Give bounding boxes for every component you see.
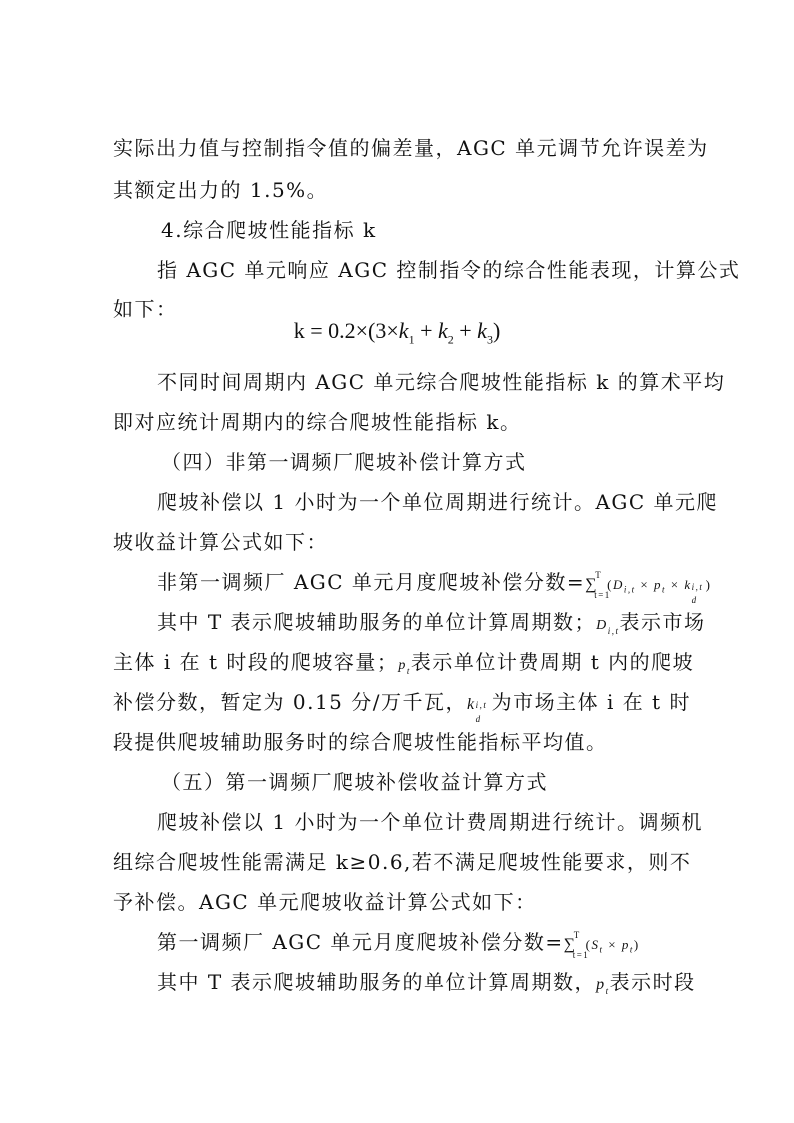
- formula-var: p: [596, 976, 606, 993]
- formula-var: D: [596, 618, 608, 633]
- formula-sub: d: [475, 714, 482, 724]
- formula-sub: t: [605, 986, 610, 996]
- paragraph-line: [113, 686, 693, 724]
- formula-var: k: [684, 577, 692, 592]
- text-span: 为市场主体 i 在 t 时: [491, 690, 691, 714]
- formula-line: [157, 566, 737, 606]
- formula-scripts: [475, 699, 492, 724]
- paragraph-line: [113, 646, 693, 687]
- formula-body: [607, 577, 712, 605]
- formula-sup: i,t: [475, 700, 488, 710]
- formula-var: k: [398, 318, 409, 343]
- text-span: 其中 T 表示爬坡辅助服务的单位计算周期数，: [157, 970, 597, 994]
- formula-sup: i,t: [691, 582, 704, 592]
- paragraph-line: 如下：: [113, 297, 178, 321]
- section-heading: （四）非第一调频厂爬坡补偿计算方式: [161, 450, 527, 474]
- formula-sub: d: [691, 595, 698, 605]
- formula-text: ): [633, 937, 640, 952]
- text-span: 表示单位计费周期 t 内的爬坡: [410, 650, 695, 674]
- formula-scripts: [691, 579, 706, 605]
- formula-var: k: [466, 696, 476, 713]
- formula-sub: i,t: [623, 584, 636, 595]
- sum-symbol: ∑ T t=1: [585, 569, 598, 601]
- text-span: 表示时段: [609, 970, 696, 994]
- k-formula: [0, 314, 794, 356]
- formula-line: [157, 926, 737, 966]
- sum-lower: t=1: [572, 950, 590, 960]
- formula-text: ): [705, 577, 712, 592]
- paragraph-line: [157, 606, 737, 647]
- paragraph-line: 不同时间周期内 AGC 单元综合爬坡性能指标 k 的算术平均: [157, 370, 726, 394]
- formula-sub: t: [661, 584, 666, 595]
- formula-sub: t: [406, 666, 411, 676]
- formula-label: 第一调频厂 AGC 单元月度爬坡补偿分数=: [157, 930, 564, 954]
- paragraph-line: 予补偿。AGC 单元爬坡收益计算公式如下：: [113, 890, 537, 914]
- formula-var: p: [398, 658, 407, 673]
- formula-text: ): [492, 318, 501, 343]
- paragraph-line: 组综合爬坡性能需满足 k≥0.6,若不满足爬坡性能要求，则不: [113, 850, 692, 874]
- text-span: 补偿分数，暂定为 0.15 分/万千瓦，: [113, 690, 467, 714]
- formula-var: S: [591, 937, 600, 952]
- formula-var: p: [653, 577, 662, 592]
- paragraph-line: 坡收益计算公式如下：: [113, 530, 328, 554]
- paragraph-line: 段提供爬坡辅助服务时的综合爬坡性能指标平均值。: [113, 730, 608, 754]
- formula-text: = 0.2×(3×: [304, 318, 399, 343]
- formula-sub: 2: [447, 332, 454, 347]
- sum-lower: t=1: [594, 590, 611, 600]
- formula-label: 非第一调频厂 AGC 单元月度爬坡补偿分数=: [157, 570, 586, 594]
- formula-text: (: [607, 577, 613, 592]
- formula-sub: i,t: [607, 626, 620, 636]
- section-heading: 4.综合爬坡性能指标 k: [161, 218, 377, 242]
- formula-sub: t: [629, 944, 634, 955]
- paragraph-line: 其额定出力的 1.5%。: [113, 178, 329, 202]
- paragraph-line: 爬坡补偿以 1 小时为一个单位计费周期进行统计。调频机: [157, 810, 703, 834]
- sum-upper: T: [573, 930, 581, 940]
- paragraph-line: [157, 966, 737, 1007]
- sum-symbol: ∑ T t=1: [564, 929, 577, 961]
- text-span: 主体 i 在 t 时段的爬坡容量；: [113, 650, 399, 674]
- paragraph-line: 实际出力值与控制指令值的偏差量，AGC 单元调节允许误差为: [113, 136, 709, 160]
- formula-sub: 1: [408, 332, 415, 347]
- formula-sub: 3: [486, 332, 493, 347]
- formula-text: k: [293, 318, 305, 343]
- paragraph-line: 即对应统计周期内的综合爬坡性能指标 k。: [113, 410, 522, 434]
- formula-var: D: [612, 577, 624, 592]
- formula-body: [585, 937, 640, 955]
- formula-text: ×: [603, 937, 622, 952]
- sum-upper: T: [595, 570, 603, 580]
- paragraph-line: 指 AGC 单元响应 AGC 控制指令的综合性能表现，计算公式: [157, 258, 741, 282]
- formula-var: k: [477, 318, 487, 343]
- formula-text: +: [414, 318, 438, 343]
- formula-var: p: [621, 937, 630, 952]
- text-span: 表示市场: [619, 610, 706, 634]
- formula-var: k: [437, 318, 448, 343]
- formula-text: (: [585, 937, 592, 952]
- formula-text: +: [453, 318, 478, 343]
- formula-text: ×: [665, 577, 685, 592]
- formula-sub: t: [599, 944, 604, 955]
- section-heading: （五）第一调频厂爬坡补偿收益计算方式: [161, 770, 548, 794]
- formula-text: ×: [635, 577, 654, 592]
- paragraph-line: 爬坡补偿以 1 小时为一个单位周期进行统计。AGC 单元爬: [157, 490, 719, 514]
- text-span: 其中 T 表示爬坡辅助服务的单位计算周期数；: [157, 610, 597, 634]
